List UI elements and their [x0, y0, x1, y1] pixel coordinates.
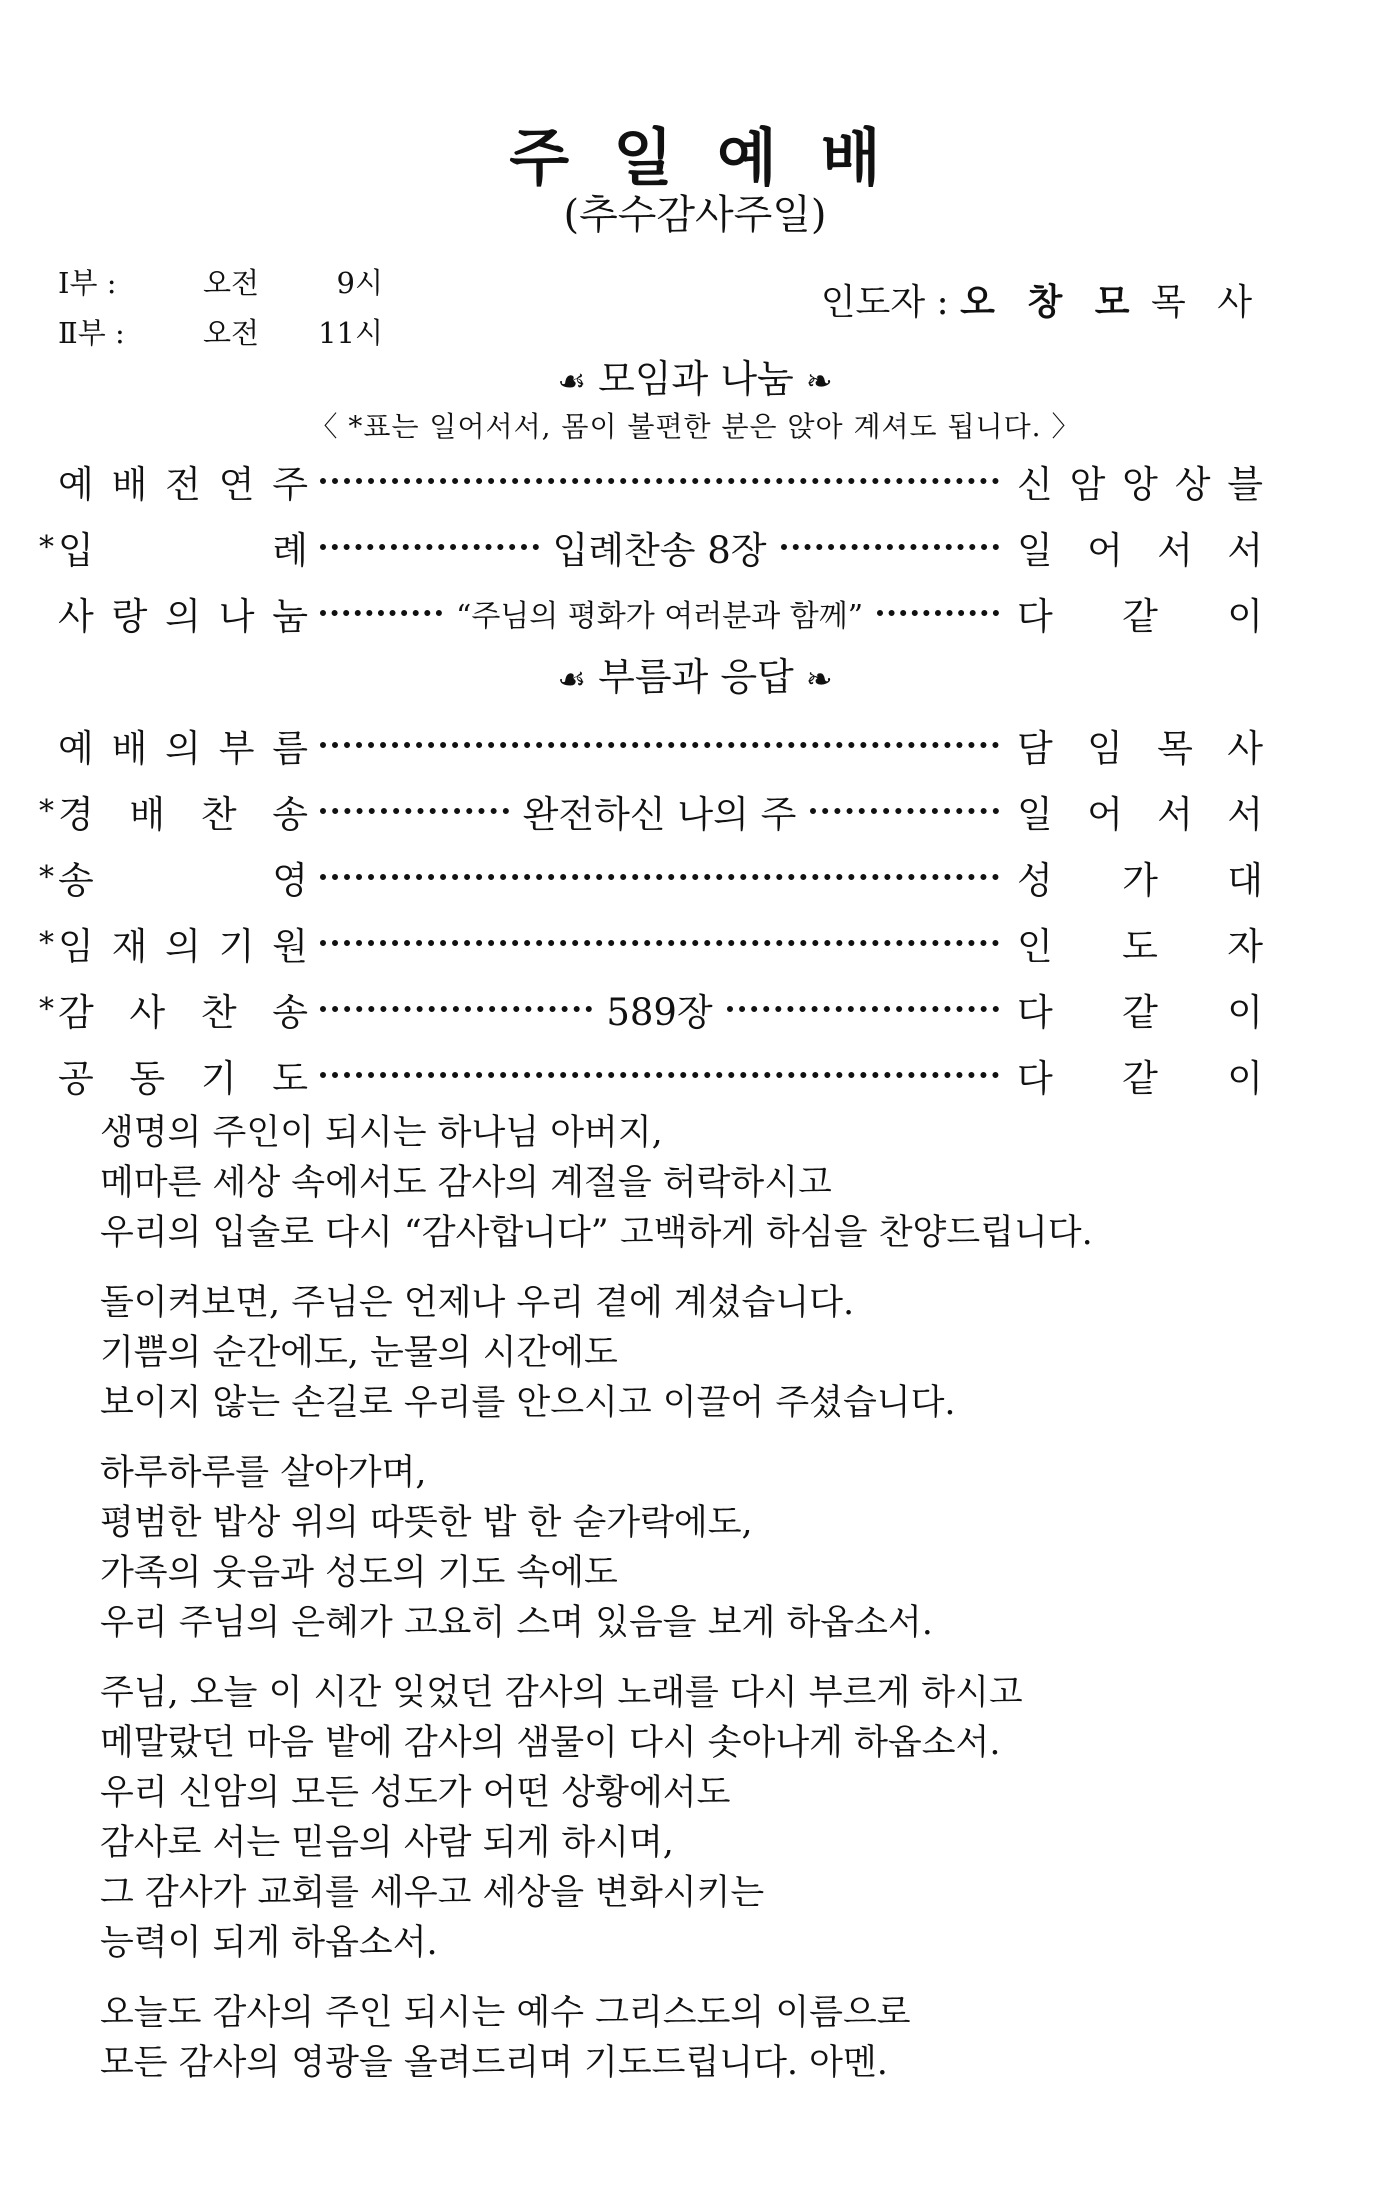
responsible-char: 임 — [1087, 727, 1123, 770]
order-item-responsible — [1017, 916, 1263, 970]
label-char: 임 — [58, 925, 94, 968]
label-char: 영 — [272, 859, 308, 902]
responsible-char: 다 — [1017, 595, 1053, 638]
label-char: 주 — [272, 463, 308, 506]
responsible-char: 일 — [1017, 529, 1053, 572]
order-item-leader-line — [320, 868, 999, 886]
responsible-char: 이 — [1227, 991, 1263, 1034]
order-item-label — [58, 916, 320, 970]
order-item-label — [58, 784, 320, 838]
order-item-leader-line — [320, 736, 999, 754]
service-time-row — [58, 258, 383, 308]
order-item-label — [58, 586, 320, 640]
responsible-char: 어 — [1087, 793, 1123, 836]
dot-leader — [320, 604, 442, 616]
label-char: 공 — [58, 1057, 94, 1100]
label-char: 예 — [58, 727, 94, 770]
order-item-leader-line — [320, 472, 999, 490]
order-item-responsible — [1017, 850, 1263, 904]
order-item — [0, 844, 1390, 910]
responsible-char: 상 — [1174, 463, 1211, 506]
responsible-char: 인 — [1017, 925, 1053, 968]
responsible-char: 도 — [1122, 925, 1158, 968]
label-char: 례 — [272, 529, 308, 572]
responsible-char: 신 — [1017, 463, 1053, 506]
label-char: 름 — [272, 727, 308, 770]
responsible-char: 앙 — [1122, 463, 1158, 506]
prayer-line: 우리의 입술로 다시 “감사합니다” 고백하게 하심을 찬양드립니다. — [100, 1213, 1093, 1253]
responsible-char: 서 — [1227, 529, 1263, 572]
label-char: 부 — [218, 727, 255, 770]
label-char: 동 — [129, 1057, 166, 1100]
order-item-label — [58, 454, 320, 508]
order-item-leader-line — [320, 934, 999, 952]
fleuron-right-icon: ❧ — [805, 362, 833, 400]
prayer-line: 돌이켜보면, 주님은 언제나 우리 곁에 계셨습니다. — [100, 1283, 855, 1323]
label-char: 의 — [165, 925, 201, 968]
leader-label: 인도자 : — [820, 282, 949, 323]
order-item-responsible — [1017, 784, 1263, 838]
order-item-detail: 완전하신 나의 주 — [522, 793, 797, 836]
dot-leader — [781, 538, 1000, 550]
order-item-responsible — [1017, 1048, 1263, 1102]
prayer-line: 우리 신암의 모든 성도가 어떤 상황에서도 — [100, 1773, 731, 1813]
common-prayer-text — [100, 1108, 1093, 2108]
label-char: 예 — [58, 463, 94, 506]
prayer-line: 기쁨의 순간에도, 눈물의 시간에도 — [100, 1333, 618, 1373]
dot-leader — [810, 802, 999, 814]
label-char: 송 — [272, 991, 308, 1034]
responsible-char: 담 — [1017, 727, 1053, 770]
label-char: 송 — [272, 793, 308, 836]
label-char: 원 — [272, 925, 308, 968]
dot-leader — [320, 868, 999, 880]
order-item — [0, 580, 1390, 646]
standing-marker: * — [39, 793, 54, 829]
label-char: 재 — [111, 925, 148, 968]
prayer-line: 모든 감사의 영광을 올려드리며 기도드립니다. 아멘. — [100, 2043, 888, 2083]
standing-marker: * — [39, 529, 54, 565]
order-item-detail: “주님의 평화가 여러분과 함께” — [455, 599, 864, 634]
responsible-char: 자 — [1227, 925, 1263, 968]
responsible-char: 블 — [1227, 463, 1263, 506]
order-item-leader-line — [320, 1066, 999, 1084]
prayer-paragraph — [100, 1988, 1093, 2088]
responsible-char: 대 — [1227, 859, 1263, 902]
order-item-leader-line — [320, 520, 999, 574]
label-char: 배 — [111, 727, 148, 770]
label-char: 감 — [58, 991, 94, 1034]
prayer-line: 가족의 웃음과 성도의 기도 속에도 — [100, 1553, 618, 1593]
order-item-label — [58, 850, 320, 904]
order-item-responsible — [1017, 586, 1263, 640]
section-heading-gathering — [0, 354, 1390, 406]
fleuron-right-icon: ❧ — [805, 660, 833, 698]
section-heading-call — [0, 652, 1390, 704]
order-item — [0, 712, 1390, 778]
prayer-line: 감사로 서는 믿음의 사람 되게 하시며, — [100, 1823, 674, 1863]
dot-leader — [727, 1000, 999, 1012]
responsible-char: 어 — [1087, 529, 1123, 572]
dot-leader — [320, 802, 509, 814]
dot-leader — [320, 1000, 592, 1012]
prayer-line: 하루하루를 살아가며, — [100, 1453, 427, 1493]
service-hour: 11시 — [318, 316, 383, 350]
responsible-char: 서 — [1157, 793, 1193, 836]
order-item-leader-line — [320, 784, 999, 838]
responsible-char: 같 — [1122, 595, 1158, 638]
service-part: Ⅱ부 : — [58, 316, 125, 350]
prayer-line: 보이지 않는 손길로 우리를 안으시고 이끌어 주셨습니다. — [100, 1383, 956, 1423]
label-char: 송 — [58, 859, 94, 902]
service-ampm: 오전 — [203, 316, 260, 350]
prayer-paragraph — [100, 1278, 1093, 1428]
service-hour: 9시 — [336, 266, 383, 300]
prayer-paragraph — [100, 1448, 1093, 1648]
order-item-responsible — [1017, 454, 1263, 508]
order-item-label — [58, 520, 320, 574]
order-item-leader-line — [320, 591, 999, 635]
label-char: 의 — [165, 595, 201, 638]
label-char: 입 — [58, 529, 94, 572]
dot-leader — [320, 934, 999, 946]
order-item-detail: 589장 — [606, 991, 713, 1034]
responsible-char: 같 — [1122, 1057, 1158, 1100]
order-item-responsible — [1017, 520, 1263, 574]
responsible-char: 서 — [1227, 793, 1263, 836]
order-item — [0, 1042, 1390, 1108]
leader-name: 오 창 모 — [960, 282, 1140, 323]
label-char: 사 — [129, 991, 166, 1034]
service-leader — [821, 278, 1262, 328]
prayer-line: 메말랐던 마음 밭에 감사의 샘물이 다시 솟아나게 하옵소서. — [100, 1723, 1001, 1763]
responsible-char: 암 — [1069, 463, 1106, 506]
label-char: 배 — [111, 463, 148, 506]
prayer-line: 우리 주님의 은혜가 고요히 스며 있음을 보게 하옵소서. — [100, 1603, 933, 1643]
label-char: 배 — [129, 793, 166, 836]
section-title: 모임과 나눔 — [598, 357, 794, 401]
responsible-char: 목 — [1157, 727, 1193, 770]
prayer-line: 메마른 세상 속에서도 감사의 계절을 허락하시고 — [100, 1163, 832, 1203]
label-char: 도 — [272, 1057, 308, 1100]
label-char: 랑 — [111, 595, 148, 638]
label-char: 연 — [218, 463, 255, 506]
standing-marker: * — [39, 991, 54, 1027]
leader-title: 목 사 — [1151, 282, 1262, 323]
page-subtitle: (추수감사주일) — [563, 192, 827, 238]
responsible-char: 다 — [1017, 1057, 1053, 1100]
prayer-paragraph — [100, 1108, 1093, 1258]
responsible-char: 서 — [1157, 529, 1193, 572]
page-title: 주일예배 — [509, 121, 925, 194]
order-item-responsible — [1017, 982, 1263, 1036]
order-item-label — [58, 1048, 320, 1102]
label-char: 경 — [58, 793, 94, 836]
order-item-leader-line — [320, 982, 999, 1036]
order-item — [0, 448, 1390, 514]
label-char: 기 — [200, 1057, 237, 1100]
order-item — [0, 976, 1390, 1042]
responsible-char: 성 — [1017, 859, 1053, 902]
order-item-label — [58, 718, 320, 772]
prayer-line: 생명의 주인이 되시는 하나님 아버지, — [100, 1113, 663, 1153]
responsible-char: 일 — [1017, 793, 1053, 836]
standing-note: 〈 *표는 일어서서, 몸이 불편한 분은 앉아 계셔도 됩니다. 〉 — [309, 410, 1081, 443]
label-char: 사 — [58, 595, 94, 638]
service-time-row — [58, 308, 383, 358]
label-char: 찬 — [200, 793, 237, 836]
section-title: 부름과 응답 — [598, 655, 794, 699]
service-ampm: 오전 — [203, 266, 260, 300]
prayer-line: 그 감사가 교회를 세우고 세상을 변화시키는 — [100, 1873, 765, 1913]
responsible-char: 가 — [1122, 859, 1158, 902]
dot-leader — [877, 604, 999, 616]
responsible-char: 이 — [1227, 595, 1263, 638]
order-item — [0, 514, 1390, 580]
responsible-char: 다 — [1017, 991, 1053, 1034]
dot-leader — [320, 538, 539, 550]
responsible-char: 이 — [1227, 1057, 1263, 1100]
fleuron-left-icon: ☙ — [557, 660, 587, 698]
label-char: 전 — [165, 463, 201, 506]
label-char: 찬 — [200, 991, 237, 1034]
prayer-line: 주님, 오늘 이 시간 잊었던 감사의 노래를 다시 부르게 하시고 — [100, 1673, 1023, 1713]
prayer-line: 평범한 밥상 위의 따뜻한 밥 한 숟가락에도, — [100, 1503, 753, 1543]
label-char: 기 — [218, 925, 255, 968]
standing-marker: * — [39, 859, 54, 895]
responsible-char: 사 — [1227, 727, 1263, 770]
order-item — [0, 778, 1390, 844]
order-item-detail: 입례찬송 8장 — [552, 529, 767, 572]
prayer-line: 능력이 되게 하옵소서. — [100, 1923, 438, 1963]
service-part: Ⅰ부 : — [58, 266, 117, 300]
standing-marker: * — [39, 925, 54, 961]
prayer-paragraph — [100, 1668, 1093, 1968]
responsible-char: 같 — [1122, 991, 1158, 1034]
prayer-line: 오늘도 감사의 주인 되시는 예수 그리스도의 이름으로 — [100, 1993, 911, 2033]
service-times — [58, 258, 383, 358]
label-char: 눔 — [272, 595, 308, 638]
label-char: 의 — [165, 727, 201, 770]
order-item-responsible — [1017, 718, 1263, 772]
dot-leader — [320, 1066, 999, 1078]
dot-leader — [320, 472, 999, 484]
order-item-label — [58, 982, 320, 1036]
label-char: 나 — [218, 595, 255, 638]
fleuron-left-icon: ☙ — [557, 362, 587, 400]
order-item — [0, 910, 1390, 976]
dot-leader — [320, 736, 999, 748]
